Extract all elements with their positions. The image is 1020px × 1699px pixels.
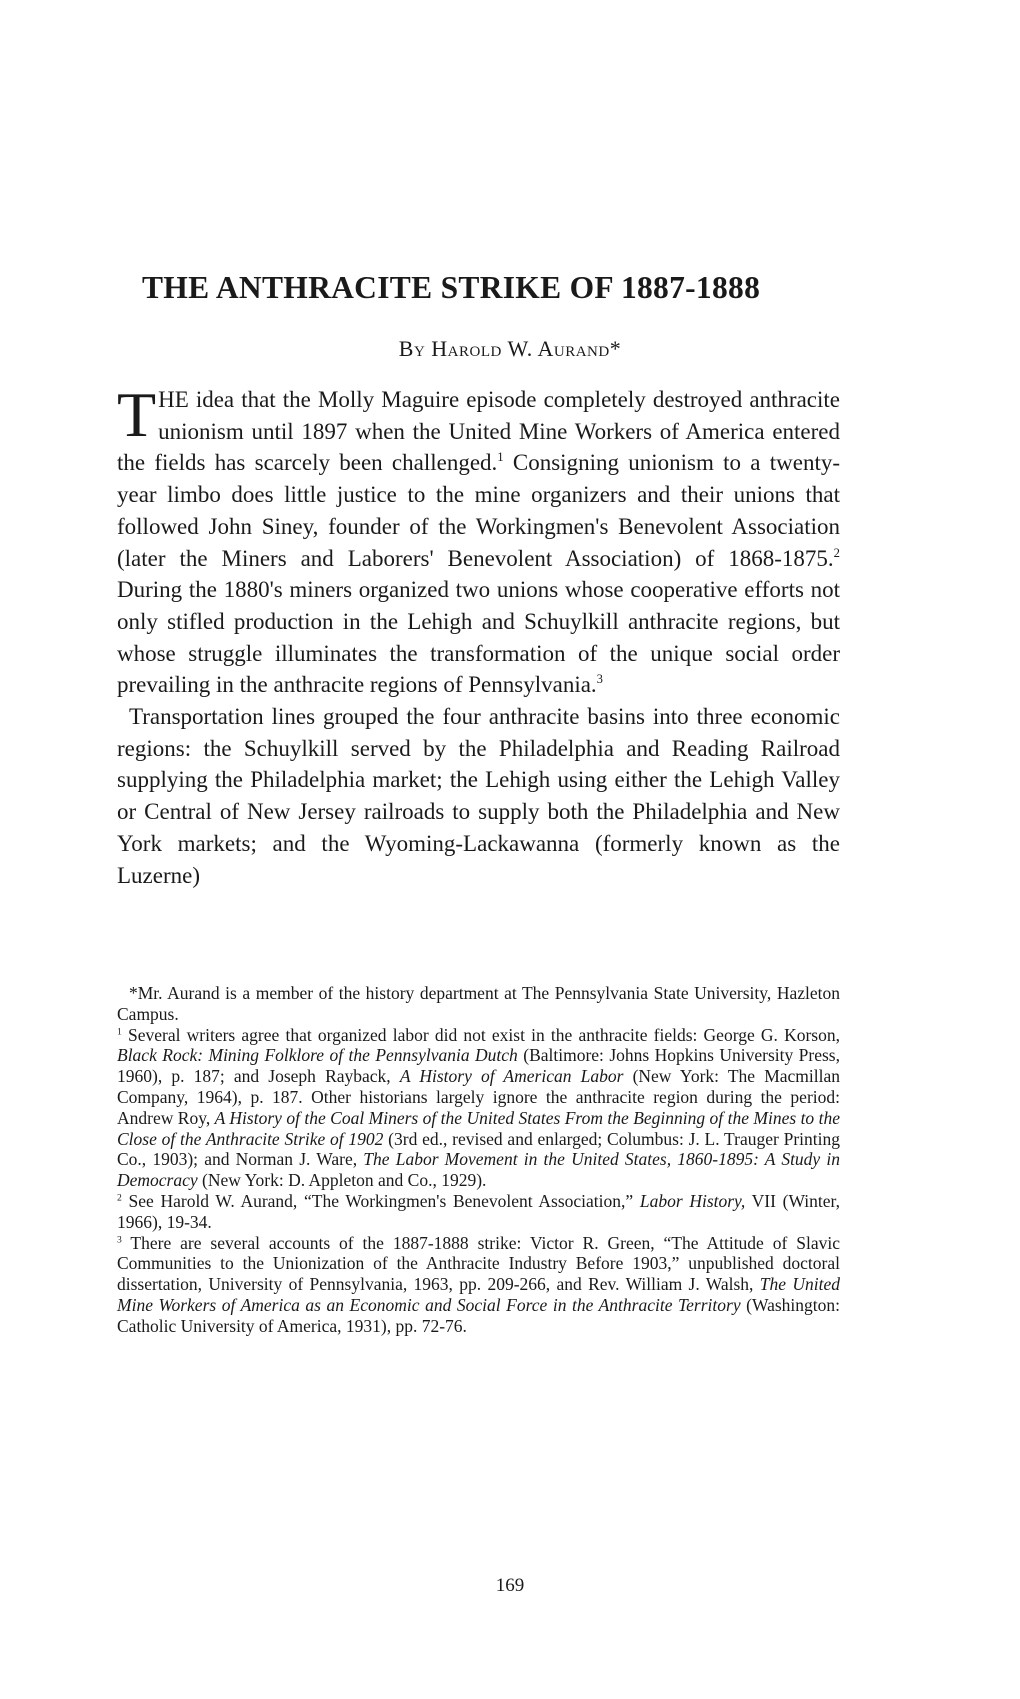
footnote-text: (Baltimore: Johns Hopkins University Press, 1960), p. 187; and Joseph Rayback,	[117, 1045, 840, 1087]
footnote-text: (Washington: Catholic University of America, 1931), pp. 72-76.	[117, 1294, 840, 1336]
body-text: During the 1880's miners organized two unions whose cooperative efforts not only stifled production in the Lehigh and Schuylkill anthracite regions, but whose struggle illuminates the transformation of the unique social order prevailing in the anthracite regions of Pennsylvania.	[117, 577, 840, 698]
byline-author: Harold W. Aurand	[431, 336, 610, 361]
footnote-italic: Labor History,	[639, 1190, 746, 1211]
footnote-mark: 1	[117, 1025, 122, 1037]
footnote-ref: 2	[833, 545, 840, 560]
body-paragraph: Transportation lines grouped the four anthracite basins into three economic regions: the Schuylkill served by the Philadelphia and Reading Railroad supplying the Philadelphia market; the Lehigh using either the Lehigh Valley or Central of New Jersey railroads to supply both the Philadelphia and New York markets; and the Wyoming-Lackawanna (formerly known as the Luzerne)	[117, 704, 840, 888]
footnote-mark: 3	[117, 1233, 122, 1245]
footnote	[117, 1025, 840, 1191]
footnote-italic: A History of the Coal Miners of the United States From the Beginning of the Mines to the Close of the Anthracite Strike of 1902	[117, 1107, 840, 1149]
article-body	[117, 379, 840, 891]
footnotes	[117, 983, 840, 1337]
byline-marker: *	[609, 336, 622, 361]
footnote-text: There are several accounts of the 1887-1888 strike: Victor R. Green, “The Attitude of Slavic Communities to the Unionization of the Anthracite Industry Before 1903,” unpublished doctoral dissertation, University of Pennsylvania, 1963, pp. 209-266, and Rev. William J. Walsh,	[117, 1232, 840, 1295]
footnote-text: (3rd ed., revised and enlarged; Columbus: J. L. Trauger Printing Co., 1903); and Norman J. Ware,	[117, 1128, 840, 1170]
footnote-text: (New York: D. Appleton and Co., 1929).	[197, 1170, 487, 1191]
footnote	[117, 1233, 840, 1337]
body-text: Consigning unionism to a twenty-year limbo does little justice to the mine organizers and their unions that followed John Siney, founder of the Workingmen's Benevolent Association (later the Miners and Laborers' Benevolent Association) of 1868-1875.	[117, 450, 840, 571]
footnote-text: VII (Winter, 1966), 19-34.	[117, 1190, 841, 1232]
footnote-text: (New York: The Macmillan Company, 1964), p. 187. Other historians largely ignore the anthracite region during the period: Andrew Roy,	[117, 1066, 841, 1128]
footnote-ref: 3	[596, 672, 603, 687]
byline-prefix: By	[398, 336, 426, 361]
footnote-italic: Black Rock: Mining Folklore of the Pennsylvania Dutch	[117, 1045, 518, 1066]
footnote-italic: The Labor Movement in the United States, 1860-1895: A Study in Democracy	[117, 1149, 840, 1191]
footnote-mark: 2	[117, 1192, 122, 1204]
footnote-author: *Mr. Aurand is a member of the history department at The Pennsylvania State University, Hazleton Campus.	[117, 983, 840, 1024]
article-title: THE ANTHRACITE STRIKE OF 1887-1888	[142, 270, 761, 305]
footnote-ref: 1	[497, 450, 504, 465]
drop-cap: T	[117, 379, 157, 450]
footnote	[117, 1191, 840, 1233]
footnote-italic: The United Mine Workers of America as an Economic and Social Force in the Anthracite Territory	[117, 1274, 840, 1315]
footnote-text: See Harold W. Aurand, “The Workingmen's Benevolent Association,”	[121, 1190, 640, 1211]
body-paragraph	[117, 379, 840, 701]
footnote-text: Several writers agree that organized labor did not exist in the anthracite fields: George G. Korson,	[121, 1024, 840, 1045]
page-number: 169	[495, 1575, 525, 1596]
footnote-italic: A History of American Labor	[399, 1066, 624, 1087]
body-text: HE idea that the Molly Maguire episode completely destroyed anthracite unionism until 1897 when the United Mine Workers of America entered the fields has scarcely been challenged.	[117, 387, 840, 476]
byline	[0, 336, 1020, 362]
